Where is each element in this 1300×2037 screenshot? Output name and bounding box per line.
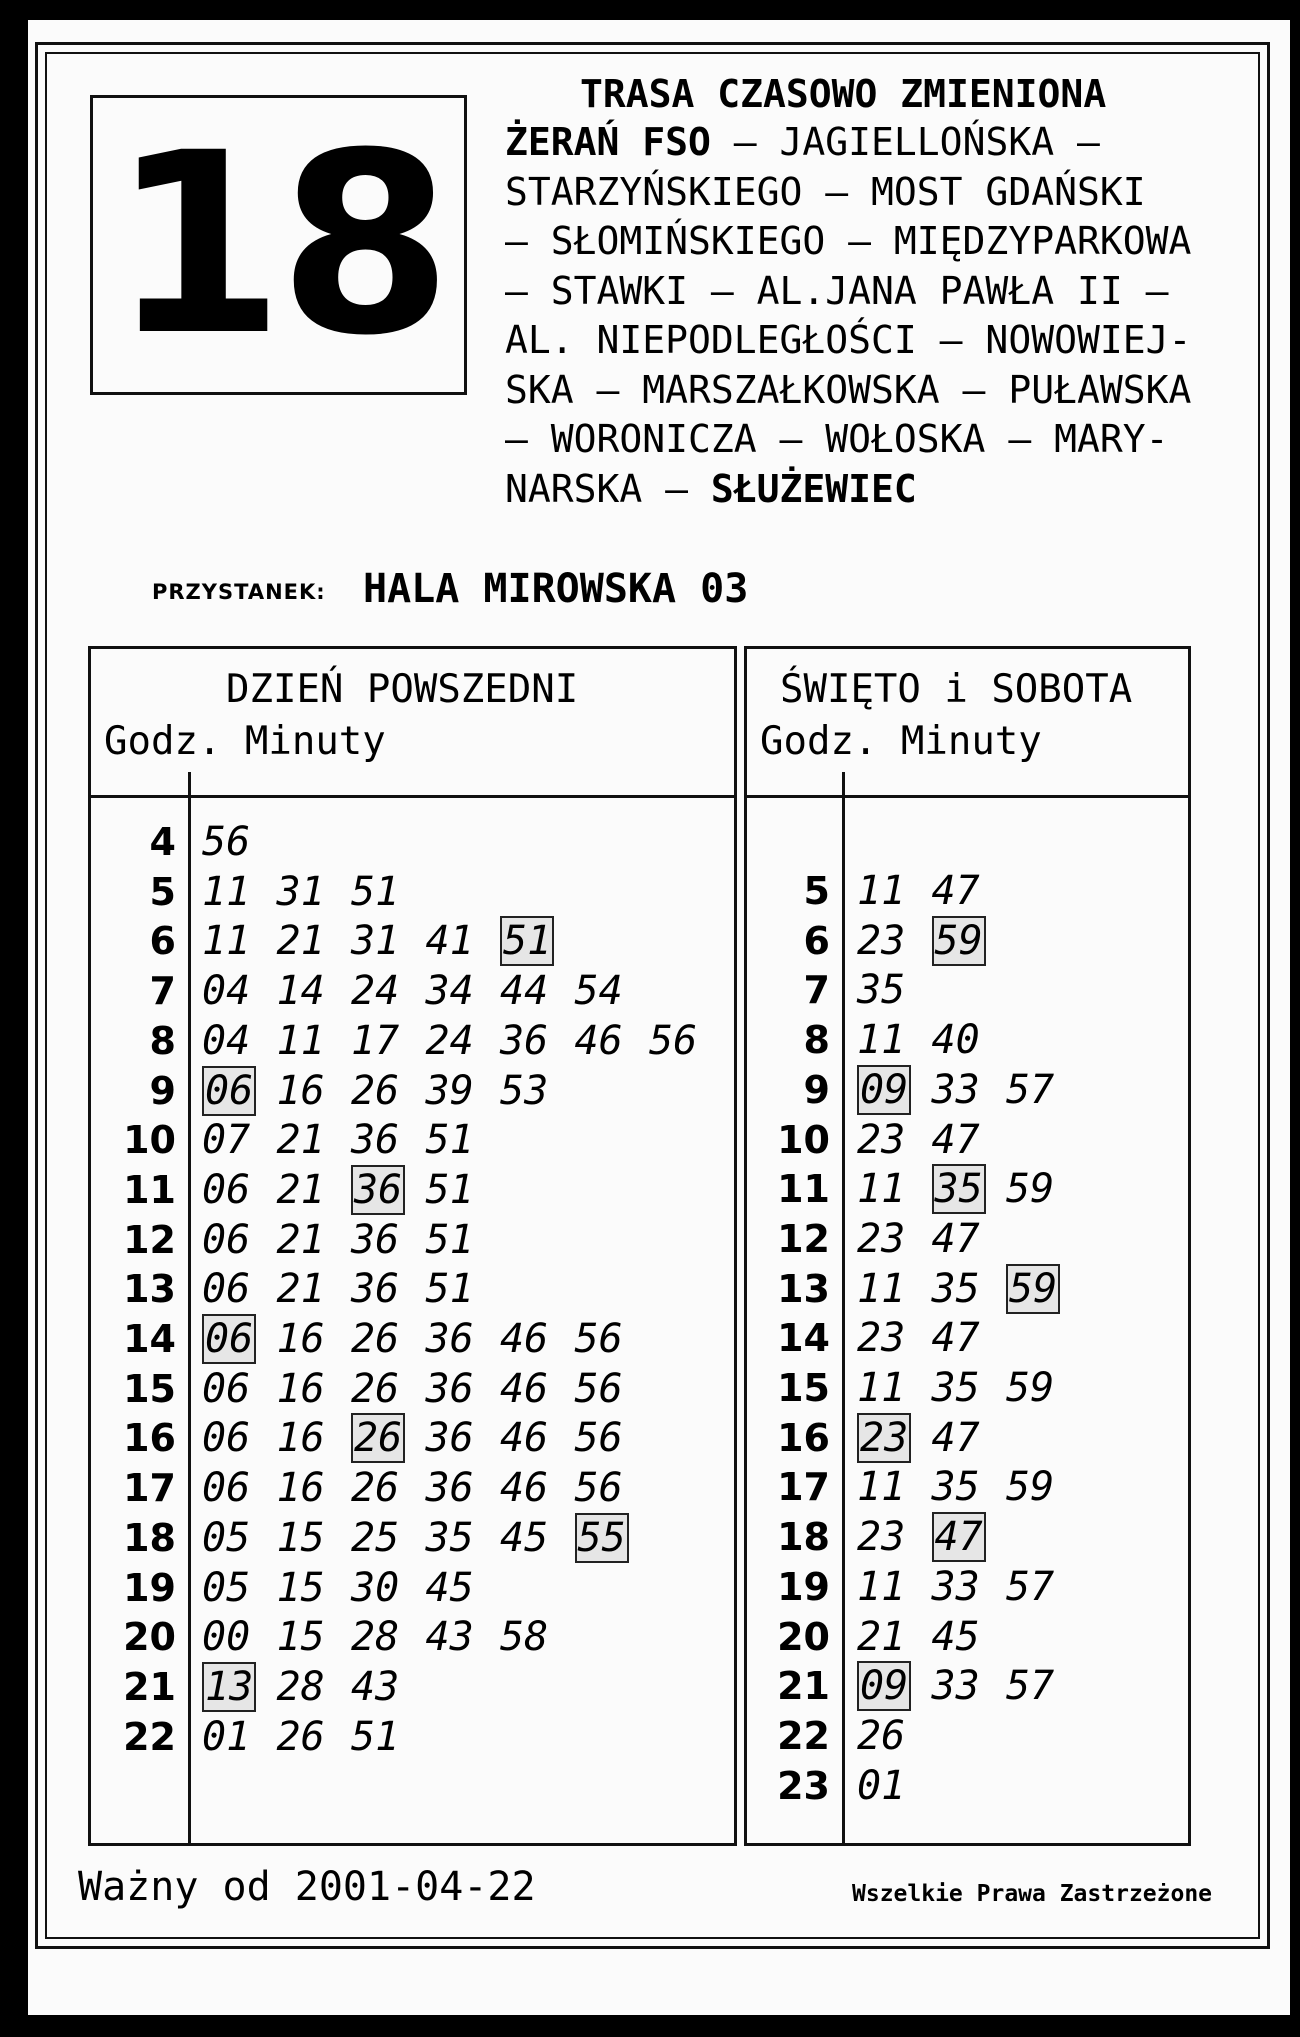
minutes-row [202,1614,575,1661]
departure-minute-marked: 47 [932,1517,1007,1557]
departure-minute: 35 [931,1265,980,1312]
route-text: – STAWKI – AL.JANA PAWŁA II – [505,268,1169,313]
departure-minute: 35 [425,1514,474,1561]
hour-cell: 5 [149,869,176,914]
departure-minute: 58 [500,1614,549,1661]
departure-minute: 26 [351,1067,400,1114]
hour-cell: 20 [777,1614,830,1659]
minutes-row [857,1116,1006,1163]
departure-minute: 36 [351,1216,400,1263]
departure-minute: 31 [351,918,400,965]
hour-column-divider [842,772,845,1843]
departure-minute: 21 [276,918,325,965]
departure-minute: 01 [857,1762,906,1809]
departure-minute: 11 [857,1563,906,1610]
route-text: SKA – MARSZAŁKOWSKA – PUŁAWSKA [505,367,1192,412]
hour-cell: 19 [123,1565,176,1610]
departure-minute: 40 [931,1017,980,1064]
departure-minute: 23 [857,1514,906,1561]
departure-minute: 59 [1006,1365,1055,1411]
minutes-row [202,1166,500,1213]
hour-cell: 21 [777,1664,830,1709]
departure-minute: 04 [202,1017,251,1064]
hour-cell: 15 [123,1366,176,1411]
departure-minute: 33 [931,1066,980,1113]
minutes-row [202,968,649,1015]
departure-minute: 14 [276,968,325,1015]
departure-minute: 23 [857,917,906,964]
departure-minute: 56 [574,1415,623,1462]
departure-minute: 51 [351,868,400,915]
hour-cell: 11 [777,1167,830,1212]
stop-label: PRZYSTANEK: [152,580,326,604]
route-line [505,118,1265,168]
departure-minute: 26 [276,1713,325,1760]
departure-minute: 23 [857,1315,906,1362]
minutes-row [202,1713,426,1760]
minutes-row [857,1265,1081,1312]
minutes-row [857,1762,932,1809]
hour-cell: 5 [803,869,830,913]
minutes-row [202,1067,575,1114]
departure-minute: 04 [202,968,251,1015]
departure-minute: 36 [425,1415,474,1462]
departure-minute: 51 [425,1266,474,1313]
departure-minute-marked: 55 [575,1518,650,1558]
minutes-row [857,868,1006,914]
departure-minute: 56 [574,1465,623,1512]
route-line [505,366,1265,416]
departure-minute: 47 [931,1414,980,1461]
departure-minute: 06 [202,1266,251,1313]
route-line [505,267,1265,317]
departure-minute: 11 [857,1166,906,1213]
stop-name: HALA MIROWSKA 03 [363,566,749,612]
minutes-row [857,1663,1081,1710]
header-divider [747,795,1188,798]
departure-minute: 57 [1006,1663,1055,1710]
minutes-row [202,1117,500,1164]
departure-minute: 16 [276,1415,325,1462]
route-line [505,415,1265,465]
departure-minute: 34 [425,968,474,1015]
departure-minute: 26 [351,1365,400,1412]
departure-minute: 21 [276,1166,325,1213]
departure-minute: 24 [425,1017,474,1064]
departure-minute: 46 [500,1316,549,1362]
route-description [505,118,1265,514]
minutes-row [857,1017,1006,1064]
departure-minute: 36 [425,1316,474,1362]
departure-minute: 44 [500,968,549,1015]
departure-minute-marked: 51 [500,921,575,961]
departure-minute: 06 [202,1465,251,1512]
departure-minute: 23 [857,1116,906,1163]
hour-cell: 23 [777,1763,830,1808]
departure-minute: 36 [351,1117,400,1164]
departure-minute: 11 [857,1265,906,1312]
departure-minute-marked: 26 [351,1418,426,1458]
departure-minute: 21 [857,1613,906,1660]
departure-minute: 36 [351,1266,400,1313]
route-terminus: SŁUŻEWIEC [710,466,917,511]
departure-minute: 16 [276,1067,325,1114]
minutes-row [202,1266,500,1313]
minutes-row [202,1663,426,1710]
minutes-row [202,1514,649,1561]
departure-minute: 56 [574,1365,623,1412]
route-text: – SŁOMIŃSKIEGO – MIĘDZYPARKOWA [505,219,1192,263]
hour-cell: 22 [777,1713,830,1758]
line-number: 18 [110,99,447,390]
departure-minute: 46 [500,1365,549,1412]
departure-minute: 47 [931,1116,980,1163]
departure-minute-marked: 59 [932,921,1007,961]
departure-minute: 59 [1006,1166,1055,1213]
departure-minute: 36 [425,1365,474,1412]
departure-minute-marked: 13 [202,1667,277,1707]
minutes-row [857,917,1006,964]
minutes-row [202,1216,500,1263]
departure-minute: 46 [500,1415,549,1462]
departure-minute-marked: 35 [932,1169,1007,1209]
hour-cell: 8 [803,1018,830,1063]
departure-minute: 16 [276,1365,325,1412]
departure-minute: 51 [425,1216,474,1263]
hour-cell: 18 [123,1515,176,1560]
departure-minute: 01 [202,1713,251,1760]
hour-cell: 21 [123,1664,176,1709]
departure-minute: 47 [931,1315,980,1362]
departure-minute: 06 [202,1365,251,1412]
hour-cell: 13 [123,1267,176,1312]
departure-minute: 11 [202,868,251,915]
line-number-box [90,95,467,395]
route-text: AL. NIEPODLEGŁOŚCI – NOWOWIEJ- [505,318,1192,362]
departure-minute: 23 [857,1215,906,1262]
hour-cell: 9 [803,1067,830,1112]
departure-minute: 17 [351,1017,400,1064]
departure-minute: 36 [500,1017,549,1064]
departure-minute: 46 [574,1017,623,1064]
departure-minute: 35 [931,1365,980,1411]
minutes-row [857,1414,1006,1461]
departure-minute: 36 [425,1465,474,1512]
departure-minute-marked: 09 [857,1070,932,1110]
departure-minute: 56 [574,1316,623,1362]
minutes-row [857,1215,1006,1262]
departure-minute: 51 [351,1713,400,1760]
departure-minute: 33 [931,1563,980,1610]
hour-cell: 7 [149,969,176,1014]
departure-minute: 21 [276,1117,325,1164]
departure-minute: 33 [931,1663,980,1710]
departure-minute: 28 [276,1663,325,1710]
holiday-timetable [744,646,1191,1846]
hour-cell: 16 [123,1416,176,1461]
route-text: STARZYŃSKIEGO – MOST GDAŃSKI [505,169,1146,214]
departure-minute: 26 [351,1316,400,1362]
departure-minute: 45 [931,1613,980,1660]
route-line [505,168,1265,218]
hour-cell: 17 [777,1465,830,1510]
departure-minute: 47 [931,868,980,914]
departure-minute: 06 [202,1415,251,1462]
hour-cell: 6 [803,918,830,963]
minutes-row [857,1613,1006,1660]
departure-minute: 26 [351,1465,400,1512]
departure-minute: 11 [857,1017,906,1064]
departure-minute: 26 [857,1712,906,1759]
weekday-timetable [88,646,737,1846]
departure-minute: 35 [931,1464,980,1511]
departure-minute: 45 [425,1564,474,1611]
departure-minute-marked: 06 [202,1071,277,1111]
valid-from: Ważny od 2001-04-22 [78,1864,536,1910]
weekday-title: DZIEŃ POWSZEDNI [226,667,579,712]
hour-cell: 15 [777,1366,830,1410]
departure-minute: 51 [425,1166,474,1213]
minutes-row [857,967,932,1014]
departure-minute: 43 [351,1663,400,1710]
departure-minute: 59 [1006,1464,1055,1511]
hour-cell: 13 [777,1266,830,1311]
hour-cell: 12 [123,1217,176,1262]
hour-cell: 7 [803,968,830,1013]
departure-minute-marked: 09 [857,1666,932,1706]
departure-minute: 54 [574,968,623,1015]
departure-minute-marked: 36 [351,1170,426,1210]
hour-cell: 14 [123,1317,176,1361]
departure-minute: 41 [425,918,474,965]
departure-minute: 07 [202,1117,251,1164]
departure-minute: 00 [202,1614,251,1661]
minutes-row [857,1315,1006,1362]
hour-cell: 16 [777,1415,830,1460]
departure-minute: 11 [857,1365,906,1411]
hour-cell: 10 [123,1118,176,1163]
hour-cell: 12 [777,1216,830,1261]
departure-minute: 06 [202,1216,251,1263]
hour-cell: 22 [123,1714,176,1759]
departure-minute-marked: 06 [202,1319,277,1359]
departure-minute: 05 [202,1514,251,1561]
departure-minute: 35 [857,967,906,1014]
departure-minute: 11 [857,1464,906,1511]
minutes-row [202,1465,649,1512]
hour-cell: 14 [777,1316,830,1361]
departure-minute: 39 [425,1067,474,1114]
minutes-row [202,1365,649,1412]
departure-minute-marked: 23 [857,1418,932,1458]
minutes-row [202,1564,500,1611]
route-line [505,217,1265,267]
departure-minute: 30 [351,1564,400,1611]
route-line [505,316,1265,366]
departure-minute: 15 [276,1514,325,1561]
minutes-row [202,918,575,965]
departure-minute: 11 [276,1017,325,1064]
holiday-subheader: Godz. Minuty [760,719,1042,764]
minutes-row [857,1712,932,1759]
departure-minute: 45 [500,1514,549,1561]
departure-minute: 57 [1006,1066,1055,1113]
minutes-row [202,1316,649,1362]
hour-cell: 6 [149,919,176,964]
minutes-row [857,1514,1006,1561]
hour-cell: 10 [777,1117,830,1162]
departure-minute: 11 [202,918,251,965]
hour-cell: 19 [777,1564,830,1609]
departure-minute: 46 [500,1465,549,1512]
departure-minute: 31 [276,868,325,915]
hour-cell: 8 [149,1018,176,1063]
hour-cell: 18 [777,1515,830,1560]
route-terminus: ŻERAŃ FSO [505,120,711,164]
departure-minute: 47 [931,1215,980,1262]
hour-column-divider [188,772,191,1843]
departure-minute: 16 [276,1316,325,1362]
route-line [505,465,1265,515]
departure-minute: 51 [425,1117,474,1164]
departure-minute: 24 [351,968,400,1015]
hour-cell: 20 [123,1615,176,1660]
departure-minute: 05 [202,1564,251,1611]
minutes-row [857,1464,1081,1511]
minutes-row [857,1166,1081,1213]
route-text: NARSKA – [505,466,711,511]
departure-minute: 25 [351,1514,400,1561]
hour-cell: 4 [149,820,176,864]
departure-minute: 28 [351,1614,400,1661]
departure-minute: 15 [276,1614,325,1661]
weekday-subheader: Godz. Minuty [104,719,386,764]
departure-minute: 15 [276,1564,325,1611]
minutes-row [202,1415,649,1462]
departure-minute-marked: 59 [1006,1269,1081,1309]
departure-minute: 57 [1006,1563,1055,1610]
departure-minute: 56 [649,1017,698,1064]
route-text: – JAGIELLOŃSKA – [710,120,1100,164]
minutes-row [857,1066,1081,1113]
minutes-row [202,819,277,865]
rights-notice: Wszelkie Prawa Zastrzeżone [852,1881,1213,1907]
departure-minute: 21 [276,1266,325,1313]
departure-minute: 16 [276,1465,325,1512]
departure-minute: 11 [857,868,906,914]
minutes-row [202,868,426,915]
route-text: – WORONICZA – WOŁOSKA – MARY- [505,417,1169,461]
minutes-row [857,1365,1081,1411]
minutes-row [857,1563,1081,1610]
hour-cell: 9 [149,1068,176,1113]
minutes-row [202,1017,724,1064]
departure-minute: 43 [425,1614,474,1661]
hour-cell: 17 [123,1466,176,1511]
departure-minute: 53 [500,1067,549,1114]
holiday-title: ŚWIĘTO i SOBOTA [780,667,1133,712]
route-title: TRASA CZASOWO ZMIENIONA [580,72,1107,116]
departure-minute: 06 [202,1166,251,1213]
departure-minute: 56 [202,819,251,865]
hour-cell: 11 [123,1167,176,1212]
departure-minute: 21 [276,1216,325,1263]
